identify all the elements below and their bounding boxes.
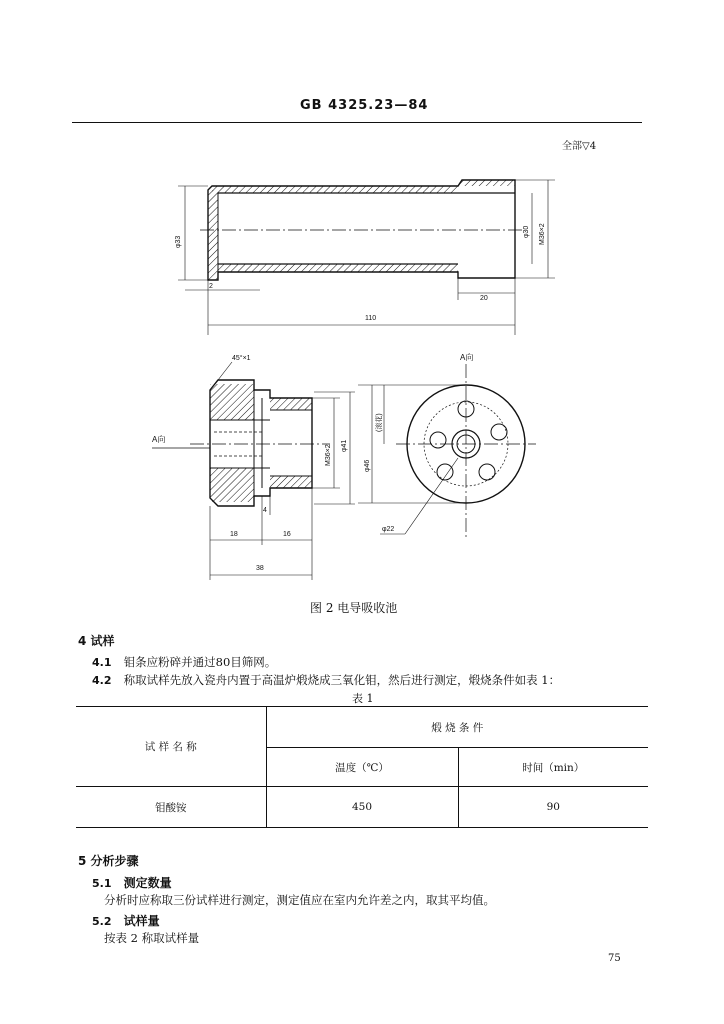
cell-time: 90 xyxy=(458,787,648,828)
item-4-2-num: 4.2 xyxy=(92,674,112,687)
label-inner-dia-30: φ30 xyxy=(523,225,530,238)
col-sample-name: 试 样 名 称 xyxy=(76,707,266,787)
subsection-5-2 xyxy=(92,912,160,929)
label-wall-2: 2 xyxy=(209,283,213,290)
paragraph-5-2: 按表 2 称取试样量 xyxy=(104,931,200,945)
label-end-20: 20 xyxy=(480,295,488,302)
cell-temperature: 450 xyxy=(266,787,458,828)
label-len-16: 16 xyxy=(283,531,291,538)
page-number: 75 xyxy=(608,953,621,964)
standard-number-header: GB 4325.23—84 xyxy=(300,98,429,113)
section-5-title: 5 分析步骤 xyxy=(78,854,139,868)
label-len-18: 18 xyxy=(230,531,238,538)
label-outer-dia-33: φ33 xyxy=(175,235,182,248)
label-len-38: 38 xyxy=(256,565,264,572)
figure-caption: 图 2 电导吸收池 xyxy=(310,601,398,615)
subsection-5-2-title: 试样量 xyxy=(123,914,160,928)
roughness-note: 全部▽4 xyxy=(562,141,597,152)
subsection-5-1 xyxy=(92,874,172,891)
col-time: 时间（min） xyxy=(458,748,648,787)
label-dim-4: 4 xyxy=(263,507,267,514)
col-temperature: 温度（℃） xyxy=(266,748,458,787)
end-view-drawing xyxy=(358,364,536,540)
section-4-title: 4 试样 xyxy=(78,634,115,648)
label-knurl: (滚花) xyxy=(376,413,383,432)
label-chamfer: 45°×1 xyxy=(232,355,251,362)
label-view-a-top: A向 xyxy=(460,353,474,362)
table-1-caption: 表 1 xyxy=(352,692,374,705)
subsection-5-1-num: 5.1 xyxy=(92,877,112,890)
paragraph-5-1: 分析时应称取三份试样进行测定，测定值应在室内允许差之内，取其平均值。 xyxy=(104,893,495,907)
subsection-5-1-title: 测定数量 xyxy=(123,876,172,890)
item-4-1-text: 钼条应粉碎并通过80目筛网。 xyxy=(123,655,277,669)
label-total-110: 110 xyxy=(365,315,377,322)
tube-drawing xyxy=(178,180,555,335)
label-dia-46: φ46 xyxy=(364,459,371,472)
subsection-5-2-num: 5.2 xyxy=(92,915,112,928)
cap-section-drawing xyxy=(152,362,355,580)
item-4-2 xyxy=(92,672,560,688)
table-1 xyxy=(76,706,648,828)
label-thread-m36: M36×2 xyxy=(539,223,546,245)
cell-sample-name: 钼酸铵 xyxy=(76,787,266,828)
label-view-a-left: A向 xyxy=(152,435,166,444)
label-dia-41: φ41 xyxy=(341,439,348,452)
item-4-1 xyxy=(92,654,276,670)
group-header-calcination: 煅 烧 条 件 xyxy=(266,707,648,748)
item-4-1-num: 4.1 xyxy=(92,656,112,669)
label-dia-22: φ22 xyxy=(382,526,395,533)
item-4-2-text: 称取试样先放入瓷舟内置于高温炉煅烧成三氧化钼，然后进行测定，煅烧条件如表 1： xyxy=(123,673,561,687)
label-cap-thread: M36×2 xyxy=(325,444,332,466)
